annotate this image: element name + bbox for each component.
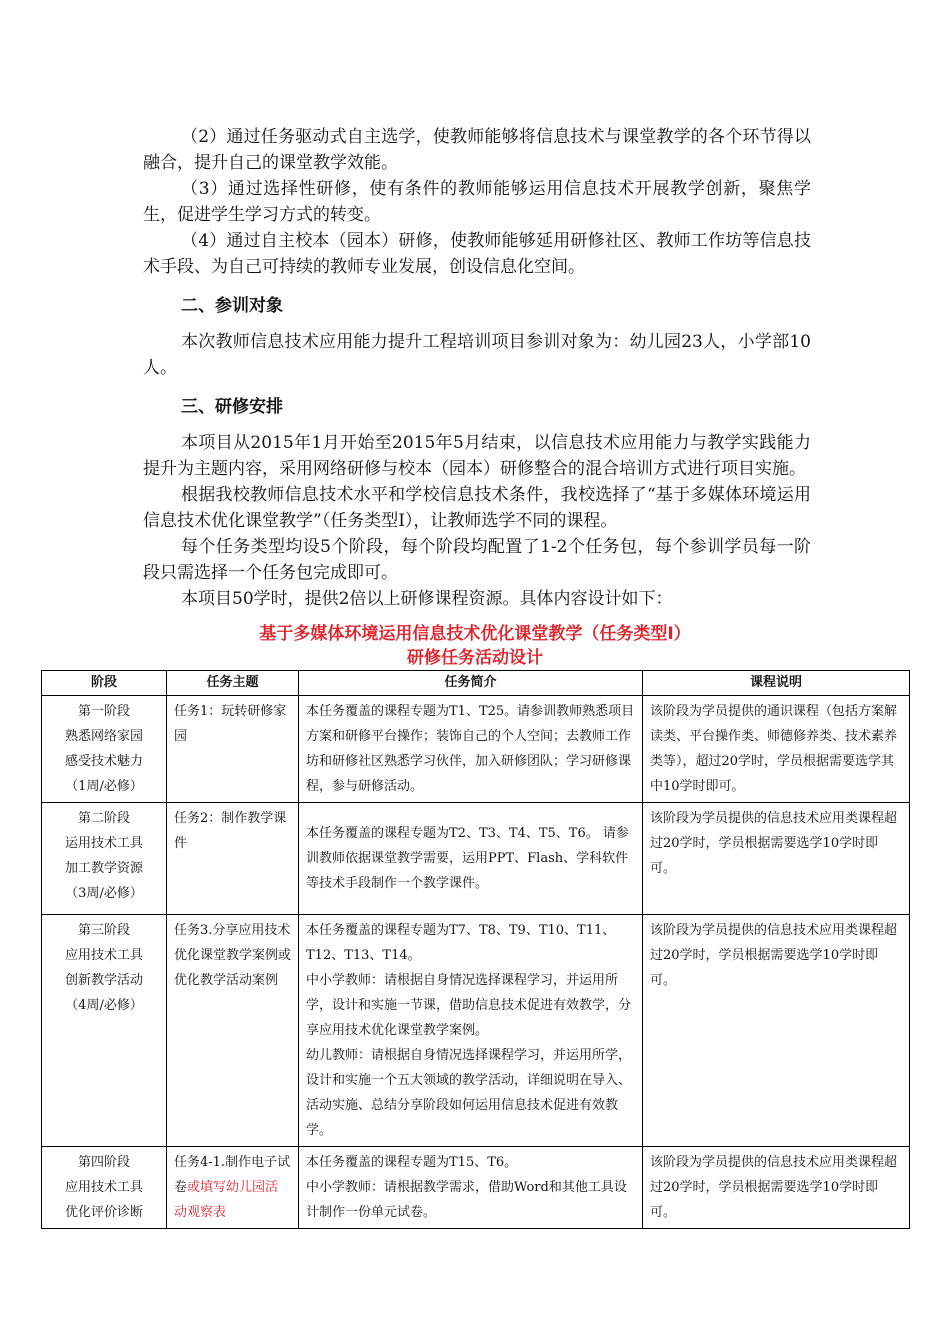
stage-cell	[42, 1147, 167, 1229]
description-text: 本任务覆盖的课程专题为T1、T25。请参训教师熟悉项目方案和研修平台操作；装饰自己的个人空间；去教师工作坊和研修社区熟悉学习伙伴，加入研修团队；学习研修课程，参与研修活动。	[306, 704, 635, 794]
table-row	[42, 803, 910, 915]
table-header-row	[42, 671, 910, 696]
header-theme: 任务主题	[167, 671, 299, 696]
description-text: 本任务覆盖的课程专题为T15、T6。	[306, 1155, 518, 1170]
section-heading-arrangement: 三、研修安排	[181, 397, 283, 417]
stage-duration: （1周/必修）	[65, 779, 143, 794]
table-title: 基于多媒体环境运用信息技术优化课堂教学（任务类型Ⅰ）	[259, 624, 691, 644]
description-text: 本任务覆盖的课程专题为T2、T3、T4、T5、T6。 请参训教师依据课堂教学需要，运用PPT、Flash、学科软件等技术手段制作一个教学课件。	[306, 826, 629, 891]
stage-duration: （4周/必修）	[65, 998, 143, 1013]
header-description: 任务简介	[299, 671, 643, 696]
stage-name: 第二阶段	[77, 811, 130, 826]
stage-cell	[42, 915, 167, 1147]
stage-name: 第一阶段	[77, 704, 130, 719]
theme-text: 任务3.分享应用技术优化课堂教学案例或优化教学活动案例	[174, 923, 292, 988]
theme-cell	[167, 1147, 299, 1229]
course-note-cell	[643, 803, 910, 915]
stage-cell	[42, 803, 167, 915]
arrangement-paragraph: 本项目从2015年1月开始至2015年5月结束，以信息技术应用能力与教学实践能力提升为主题内容，采用网络研修与校本（园本）研修整合的混合培训方式进行项目实施。	[143, 433, 811, 479]
table-subtitle: 研修任务活动设计	[407, 648, 543, 668]
course-note-text: 该阶段为学员提供的通识课程（包括方案解读类、平台操作类、师德修养类、技术素养类等），超过20学时，学员根据需要选学其中10学时即可。	[650, 704, 898, 794]
theme-cell	[167, 915, 299, 1147]
table-row	[42, 1147, 910, 1229]
objective-paragraph-4: （4）通过自主校本（园本）研修，使教师能够延用研修社区、教师工作坊等信息技术手段、为自己可持续的教师专业发展，创设信息化空间。	[143, 231, 811, 277]
theme-cell	[167, 696, 299, 803]
theme-text: 任务2：制作教学课件	[174, 811, 287, 851]
table-row	[42, 696, 910, 803]
course-note-text: 该阶段为学员提供的信息技术应用类课程超过20学时，学员根据需要选学10学时即可。	[650, 923, 898, 988]
theme-text: 任务4-1.制作电子试卷	[174, 1155, 291, 1195]
description-text: 幼儿教师：请根据自身情况选择课程学习，并运用所学，设计和实施一个五大领域的教学活动，详细说明在导入、活动实施、总结分享阶段如何运用信息技术促进有效教学。	[306, 1048, 632, 1138]
task-design-table	[41, 670, 910, 1229]
objective-paragraph-2: （2）通过任务驱动式自主选学，使教师能够将信息技术与课堂教学的各个环节得以融合，提升自己的课堂教学效能。	[143, 127, 811, 173]
header-course-note: 课程说明	[643, 671, 910, 696]
description-text: 中小学教师：请根据自身情况选择课程学习，并运用所学，设计和实施一节课，借助信息技术促进有效教学，分享应用技术优化课堂教学案例。	[306, 973, 632, 1038]
description-text: 本任务覆盖的课程专题为T7、T8、T9、T10、T11、T12、T13、T14。	[306, 923, 616, 963]
stage-line: 熟悉网络家园	[64, 729, 143, 744]
stage-duration: （3周/必修）	[65, 886, 143, 901]
description-cell	[299, 915, 643, 1147]
arrangement-paragraph: 根据我校教师信息技术水平和学校信息技术条件，我校选择了“基于多媒体环境运用信息技术优化课堂教学”（任务类型Ⅰ），让教师选学不同的课程。	[143, 485, 811, 531]
stage-name: 第四阶段	[77, 1155, 130, 1170]
theme-cell	[167, 803, 299, 915]
course-note-cell	[643, 915, 910, 1147]
section-heading-participants: 二、参训对象	[181, 296, 283, 316]
stage-line: 优化评价诊断	[64, 1205, 143, 1220]
description-cell	[299, 803, 643, 915]
header-stage: 阶段	[42, 671, 167, 696]
arrangement-paragraph: 本项目50学时，提供2倍以上研修课程资源。具体内容设计如下：	[181, 589, 673, 609]
body-text	[143, 124, 811, 612]
theme-text-highlight: 或填写幼儿园活动观察表	[174, 1180, 279, 1220]
theme-text: 任务1：玩转研修家园	[174, 704, 287, 744]
course-note-text: 该阶段为学员提供的信息技术应用类课程超过20学时，学员根据需要选学10学时即可。	[650, 1155, 898, 1220]
stage-line: 感受技术魅力	[64, 754, 143, 769]
stage-line: 加工教学资源	[64, 861, 143, 876]
table-row	[42, 915, 910, 1147]
course-note-cell	[643, 1147, 910, 1229]
description-cell	[299, 1147, 643, 1229]
description-text: 中小学教师：请根据教学需求，借助Word和其他工具设计制作一份单元试卷。	[306, 1180, 627, 1220]
stage-line: 应用技术工具	[64, 948, 143, 963]
stage-cell	[42, 696, 167, 803]
stage-name: 第三阶段	[77, 923, 130, 938]
participants-paragraph: 本次教师信息技术应用能力提升工程培训项目参训对象为：幼儿园23人，小学部10人。	[143, 332, 811, 378]
course-note-text: 该阶段为学员提供的信息技术应用类课程超过20学时，学员根据需要选学10学时即可。	[650, 811, 898, 876]
description-cell	[299, 696, 643, 803]
objective-paragraph-3: （3）通过选择性研修，使有条件的教师能够运用信息技术开展教学创新，聚焦学生，促进学生学习方式的转变。	[143, 179, 811, 225]
stage-line: 应用技术工具	[64, 1180, 143, 1195]
arrangement-paragraph: 每个任务类型均设5个阶段，每个阶段均配置了1-2个任务包，每个参训学员每一阶段只需选择一个任务包完成即可。	[143, 537, 811, 583]
course-note-cell	[643, 696, 910, 803]
stage-line: 创新教学活动	[64, 973, 143, 988]
stage-line: 运用技术工具	[64, 836, 143, 851]
